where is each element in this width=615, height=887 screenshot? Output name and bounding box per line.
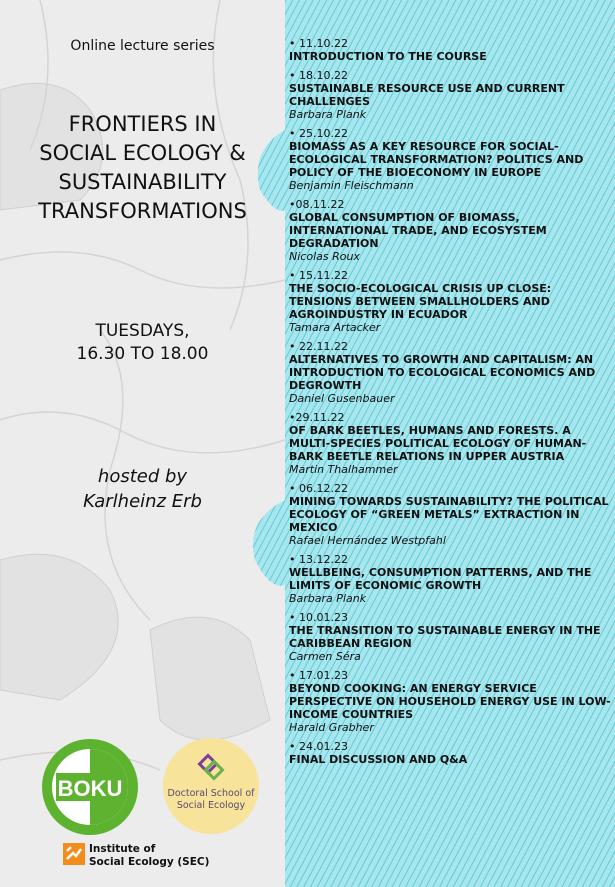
diamond-chain-icon bbox=[196, 752, 226, 782]
boku-text: BOKU bbox=[57, 776, 123, 801]
lecture-date: • 11.10.22 bbox=[289, 37, 348, 50]
lecture-speaker: Daniel Gusenbauer bbox=[289, 392, 395, 405]
lecture-title: BEYOND COOKING: AN ENERGY SERVICE PERSPECTIVE ON HOUSEHOLD ENERGY USE IN LOW-INCOME COUNTRIES bbox=[289, 682, 611, 721]
lecture-title: WELLBEING, CONSUMPTION PATTERNS, AND THE LIMITS OF ECONOMIC GROWTH bbox=[289, 566, 592, 592]
lecture-date: • 10.01.23 bbox=[289, 611, 348, 624]
title-line-2: SOCIAL ECOLOGY & bbox=[39, 141, 246, 165]
lecture-title: GLOBAL CONSUMPTION OF BIOMASS, INTERNATIONAL TRADE, AND ECOSYSTEM DEGRADATION bbox=[289, 211, 547, 250]
lecture-item bbox=[289, 127, 611, 192]
lecture-date: • 18.10.22 bbox=[289, 69, 348, 82]
lecture-date: • 15.11.22 bbox=[289, 269, 348, 282]
sec-icon bbox=[63, 843, 85, 865]
lecture-date: • 17.01.23 bbox=[289, 669, 348, 682]
lecture-date: • 24.01.23 bbox=[289, 740, 348, 753]
schedule-day: TUESDAYS, bbox=[95, 321, 190, 341]
lecture-schedule bbox=[289, 37, 611, 772]
lecture-title: BIOMASS AS A KEY RESOURCE FOR SOCIAL-ECOLOGICAL TRANSFORMATION? POLITICS AND POLICY OF THE BIOECONOMY IN EUROPE bbox=[289, 140, 584, 179]
lecture-speaker: Martin Thalhammer bbox=[289, 463, 398, 476]
schedule-info bbox=[0, 320, 285, 366]
lecture-speaker: Rafael Hernández Westpfahl bbox=[289, 534, 446, 547]
host-info bbox=[0, 464, 285, 514]
lecture-title: THE SOCIO-ECOLOGICAL CRISIS UP CLOSE: TENSIONS BETWEEN SMALLHOLDERS AND AGROINDUSTRY IN ECUADOR bbox=[289, 282, 552, 321]
lecture-speaker: Barbara Plank bbox=[289, 108, 367, 121]
left-panel bbox=[0, 0, 285, 887]
lecture-title: FINAL DISCUSSION AND Q&A bbox=[289, 753, 468, 766]
doctoral-school-line1: Doctoral School of bbox=[167, 788, 255, 799]
lecture-item bbox=[289, 611, 611, 663]
lecture-title: MINING TOWARDS SUSTAINABILITY? THE POLITICAL ECOLOGY OF “GREEN METALS” EXTRACTION IN MEXICO bbox=[289, 495, 609, 534]
lecture-speaker: Tamara Artacker bbox=[289, 321, 381, 334]
lecture-item bbox=[289, 553, 611, 605]
host-name: Karlheinz Erb bbox=[83, 491, 202, 512]
lecture-date: •08.11.22 bbox=[289, 198, 345, 211]
lecture-title: ALTERNATIVES TO GROWTH AND CAPITALISM: AN INTRODUCTION TO ECOLOGICAL ECONOMICS AND DEGROWTH bbox=[289, 353, 596, 392]
lecture-item bbox=[289, 69, 611, 121]
lecture-title: SUSTAINABLE RESOURCE USE AND CURRENT CHALLENGES bbox=[289, 82, 565, 108]
title-line-4: TRANSFORMATIONS bbox=[38, 199, 247, 223]
lecture-title: THE TRANSITION TO SUSTAINABLE ENERGY IN THE CARIBBEAN REGION bbox=[289, 624, 601, 650]
lecture-speaker: Barbara Plank bbox=[289, 592, 367, 605]
lecture-title: INTRODUCTION TO THE COURSE bbox=[289, 50, 487, 63]
boku-logo bbox=[40, 737, 140, 837]
doctoral-school-logo bbox=[163, 738, 259, 834]
lecture-speaker: Carmen Séra bbox=[289, 650, 361, 663]
hosted-by-label: hosted by bbox=[97, 466, 188, 487]
lecture-item bbox=[289, 482, 611, 547]
lecture-item bbox=[289, 340, 611, 405]
series-label: Online lecture series bbox=[70, 38, 215, 54]
page-title bbox=[0, 110, 285, 226]
lecture-speaker: Nicolas Roux bbox=[289, 250, 360, 263]
lecture-date: • 25.10.22 bbox=[289, 127, 348, 140]
lecture-date: •29.11.22 bbox=[289, 411, 345, 424]
doctoral-school-line2: Social Ecology bbox=[176, 800, 246, 811]
lecture-item bbox=[289, 669, 611, 734]
institute-line2: Social Ecology (SEC) bbox=[89, 856, 210, 868]
title-line-3: SUSTAINABILITY bbox=[58, 170, 227, 194]
lecture-item bbox=[289, 411, 611, 476]
lecture-item bbox=[289, 198, 611, 263]
schedule-time: 16.30 TO 18.00 bbox=[76, 344, 209, 364]
lecture-item bbox=[289, 37, 611, 63]
institute-line1: Institute of bbox=[89, 843, 156, 855]
lecture-speaker: Harald Grabher bbox=[289, 721, 374, 734]
lecture-date: • 22.11.22 bbox=[289, 340, 348, 353]
lecture-item bbox=[289, 740, 611, 766]
lecture-speaker: Benjamin Fleischmann bbox=[289, 179, 414, 192]
title-line-1: FRONTIERS IN bbox=[68, 112, 217, 136]
lecture-date: • 06.12.22 bbox=[289, 482, 348, 495]
lecture-title: OF BARK BEETLES, HUMANS AND FORESTS. A MULTI-SPECIES POLITICAL ECOLOGY OF HUMAN-BARK BEETLE RELATIONS IN UPPER AUSTRIA bbox=[289, 424, 587, 463]
lecture-item bbox=[289, 269, 611, 334]
lecture-date: • 13.12.22 bbox=[289, 553, 348, 566]
